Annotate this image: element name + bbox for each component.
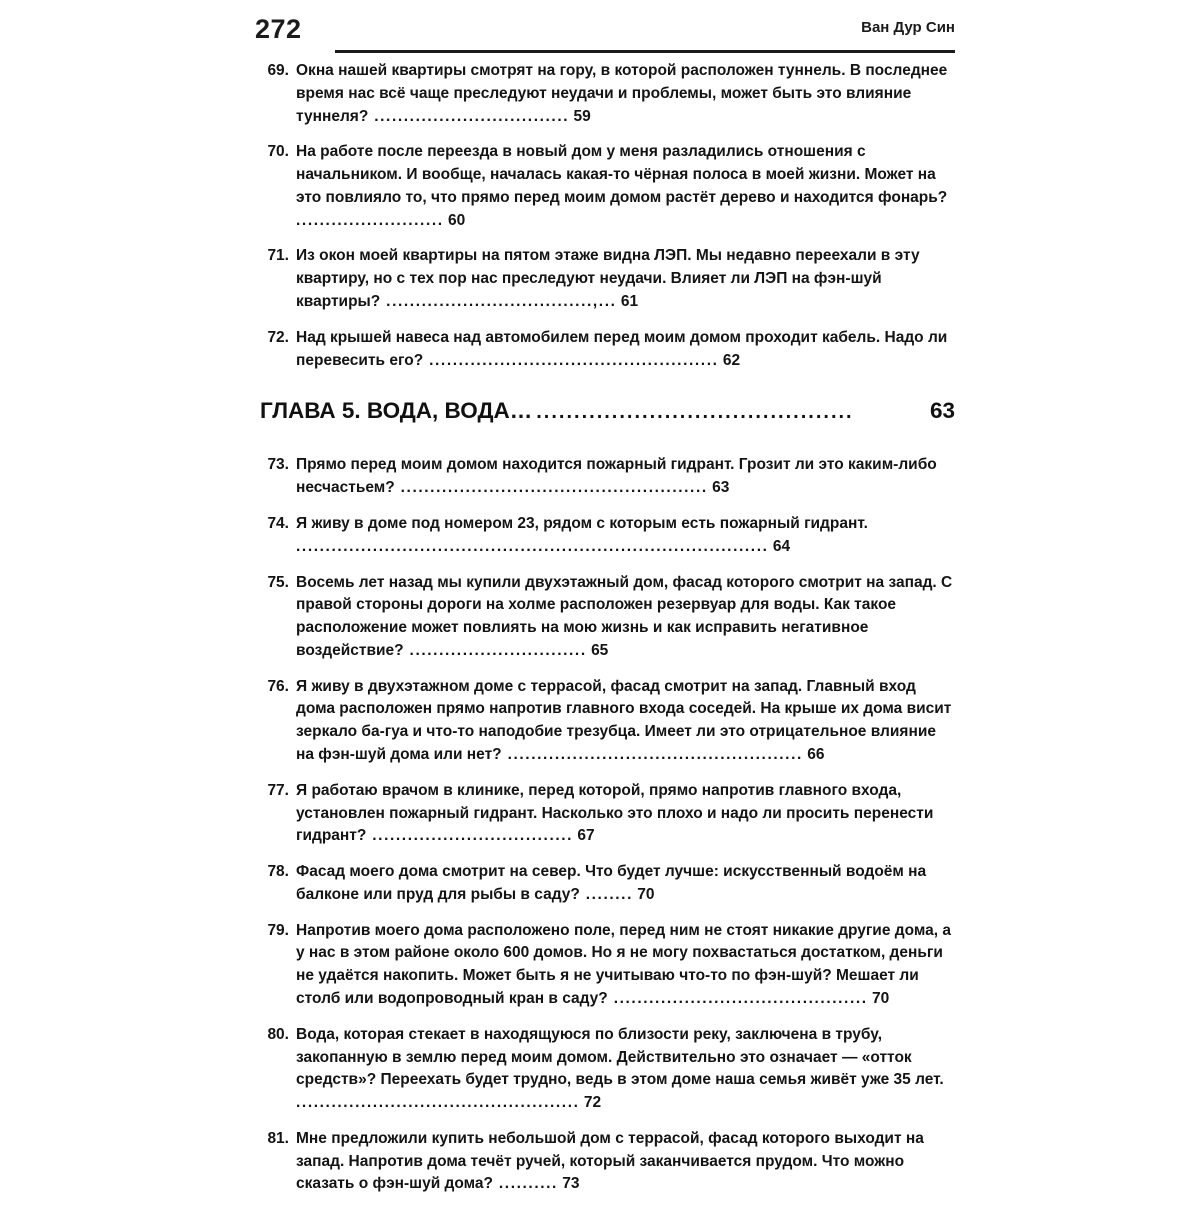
toc-entry bbox=[255, 245, 955, 313]
toc-entry-body bbox=[296, 60, 955, 128]
toc-entry-page: 73 bbox=[562, 1175, 580, 1193]
toc-entry-number: 73. bbox=[267, 456, 289, 474]
toc-leader-dots: ................................................................................ bbox=[296, 537, 769, 555]
toc-entry-body bbox=[296, 861, 955, 907]
toc-entry-page: 67 bbox=[577, 827, 595, 845]
toc-entry bbox=[255, 780, 955, 848]
toc-entry-number: 74. bbox=[267, 514, 289, 532]
toc-entry-text: Я живу в двухэтажном доме с террасой, фасад смотрит на запад. Главный вход дома расположен прямо напротив главного входа соседей. На крыше их дома висит зеркало ба-гуа и что-то наподобие трезубца. Имеет ли это отрицательное влияние на фэн-шуй дома или нет? bbox=[296, 677, 952, 763]
toc-entry bbox=[255, 454, 955, 500]
toc-entry-page: 66 bbox=[807, 745, 825, 763]
toc-entry-text: Окна нашей квартиры смотрят на гору, в которой расположен туннель. В последнее время нас всё чаще преследуют неудачи и проблемы, может быть это влияние туннеля? bbox=[296, 62, 948, 125]
toc-entry-page: 65 bbox=[591, 641, 609, 659]
toc-entry-number: 69. bbox=[267, 62, 289, 79]
toc-leader-dots: ........ bbox=[579, 885, 633, 903]
toc-entry-number: 77. bbox=[267, 781, 289, 799]
running-head-author: Ван Дур Син bbox=[861, 19, 955, 36]
page-number: 272 bbox=[255, 14, 302, 44]
toc-leader-dots: ........................................... bbox=[607, 990, 868, 1007]
toc-entry-body bbox=[296, 676, 955, 767]
toc-entry-body bbox=[296, 920, 955, 1011]
toc-entry-text: Вода, которая стекает в находящуюся по близости реку, заключена в трубу, закопанную в землю перед моим домом. Действительно это означает — «отток средств»? Переехать будет трудно, ведь в этом доме наша семья живёт уже 35 лет. bbox=[296, 1025, 944, 1089]
toc-entry-page: 62 bbox=[722, 351, 741, 369]
toc-leader-dots: .......... bbox=[492, 1175, 558, 1193]
toc-leader-dots: .............................. bbox=[403, 641, 587, 659]
toc-entry bbox=[255, 676, 955, 767]
toc-chapter-page: 63 bbox=[929, 398, 955, 424]
toc-leader-dots: ................................................ bbox=[296, 1094, 580, 1112]
toc-entry-text: Я живу в доме под номером 23, рядом с которым есть пожарный гидрант. bbox=[296, 514, 868, 532]
toc-entry-page: 70 bbox=[871, 990, 890, 1007]
toc-entry-number: 70. bbox=[267, 143, 289, 161]
toc-entry-text: Я работаю врачом в клинике, перед которой, прямо напротив главного входа, установлен пожарный гидрант. Насколько это плохо и надо ли просить перенести гидрант? bbox=[296, 781, 934, 845]
toc-chapter-heading bbox=[255, 398, 955, 424]
toc-entry-body bbox=[296, 454, 955, 500]
toc-entry-number: 79. bbox=[267, 921, 289, 939]
toc-leader-dots: .................................................. bbox=[501, 745, 803, 763]
toc-leader-dots: ................................. bbox=[368, 107, 570, 125]
toc-entry-page: 60 bbox=[447, 211, 466, 229]
toc-entry-body bbox=[296, 1128, 955, 1196]
table-of-contents bbox=[255, 60, 955, 1221]
toc-entry-text: На работе после переезда в новый дом у меня разладились отношения с начальником. И вообще, началась какая-то чёрная полоса в моей жизни. Может на это повлияло то, что прямо перед моим домом растёт дерево и находится фонарь? bbox=[296, 143, 948, 206]
toc-entry-text: Восемь лет назад мы купили двухэтажный дом, фасад которого смотрит на запад. С правой стороны дороги на холме расположен резервуар для воды. Как такое расположение может повлиять на мою жизнь и как исправить негативное воздействие? bbox=[296, 573, 953, 659]
toc-entry bbox=[255, 1128, 955, 1196]
toc-entry-text: Фасад моего дома смотрит на север. Что будет лучше: искусственный водоём на балконе или пруд для рыбы в саду? bbox=[296, 863, 927, 903]
header-rule bbox=[335, 50, 955, 53]
toc-entry-body bbox=[296, 572, 955, 663]
toc-chapter-title: ГЛАВА 5. ВОДА, ВОДА… bbox=[260, 398, 533, 424]
toc-leader-dots: ......................... bbox=[296, 211, 444, 229]
toc-entry bbox=[255, 572, 955, 663]
toc-entry-number: 81. bbox=[267, 1129, 289, 1147]
toc-entry-number: 78. bbox=[267, 863, 289, 881]
toc-entry-number: 75. bbox=[267, 573, 289, 591]
toc-entry-number: 71. bbox=[267, 247, 289, 265]
toc-entry bbox=[255, 60, 955, 128]
toc-entry-body bbox=[296, 1024, 955, 1115]
toc-entry-number: 80. bbox=[267, 1025, 289, 1043]
toc-leader-dots: ................................................. bbox=[423, 351, 719, 369]
toc-entry-text: Из окон моей квартиры на пятом этаже видна ЛЭП. Мы недавно переехали в эту квартиру, но с тех пор нас преследуют неудачи. Влияет ли ЛЭП на фэн-шуй квартиры? bbox=[296, 247, 920, 311]
toc-entry-text: Мне предложили купить небольшой дом с террасой, фасад которого выходит на запад. Напротив дома течёт ручей, который заканчивается прудом. Что можно сказать о фэн-шуй дома? bbox=[296, 1129, 924, 1193]
toc-entry-page: 61 bbox=[620, 293, 639, 311]
toc-entry-page: 64 bbox=[772, 537, 791, 555]
toc-chapter-leader-dots: .......................................... bbox=[536, 401, 854, 424]
toc-entry bbox=[255, 513, 955, 559]
toc-leader-dots: ...................................,... bbox=[380, 293, 617, 311]
toc-leader-dots: .................................................... bbox=[394, 479, 708, 497]
toc-entry bbox=[255, 861, 955, 907]
toc-entry bbox=[255, 327, 955, 373]
toc-entry-body bbox=[296, 245, 955, 313]
toc-leader-dots: .................................. bbox=[366, 827, 574, 845]
toc-entry-number: 72. bbox=[267, 328, 289, 346]
toc-entry-page: 70 bbox=[637, 885, 655, 903]
page-header bbox=[255, 14, 955, 58]
toc-entry-body bbox=[296, 327, 955, 373]
toc-entry-page: 59 bbox=[573, 107, 591, 125]
toc-entry-body bbox=[296, 513, 955, 559]
toc-entry-body bbox=[296, 141, 955, 232]
toc-entry-text: Напротив моего дома расположено поле, перед ним не стоят никакие другие дома, а у нас в этом районе около 600 домов. Но я не могу похвастаться достатком, деньги не удаётся накопить. Может быть я не учитываю что-то по фэн-шуй? Мешает ли столб или водопроводный кран в саду? bbox=[296, 921, 951, 1007]
toc-entry bbox=[255, 1024, 955, 1115]
toc-entry-number: 76. bbox=[267, 677, 289, 695]
toc-entry-text: Над крышей навеса над автомобилем перед моим домом проходит кабель. Надо ли перевесить его? bbox=[296, 328, 948, 369]
toc-entry-page: 63 bbox=[712, 479, 730, 497]
toc-entry bbox=[255, 141, 955, 232]
toc-entry-page: 72 bbox=[583, 1094, 602, 1112]
toc-entry-text: Прямо перед моим домом находится пожарный гидрант. Грозит ли это каким-либо несчастьем? bbox=[296, 456, 937, 497]
toc-entry bbox=[255, 920, 955, 1011]
toc-entry-body bbox=[296, 780, 955, 848]
